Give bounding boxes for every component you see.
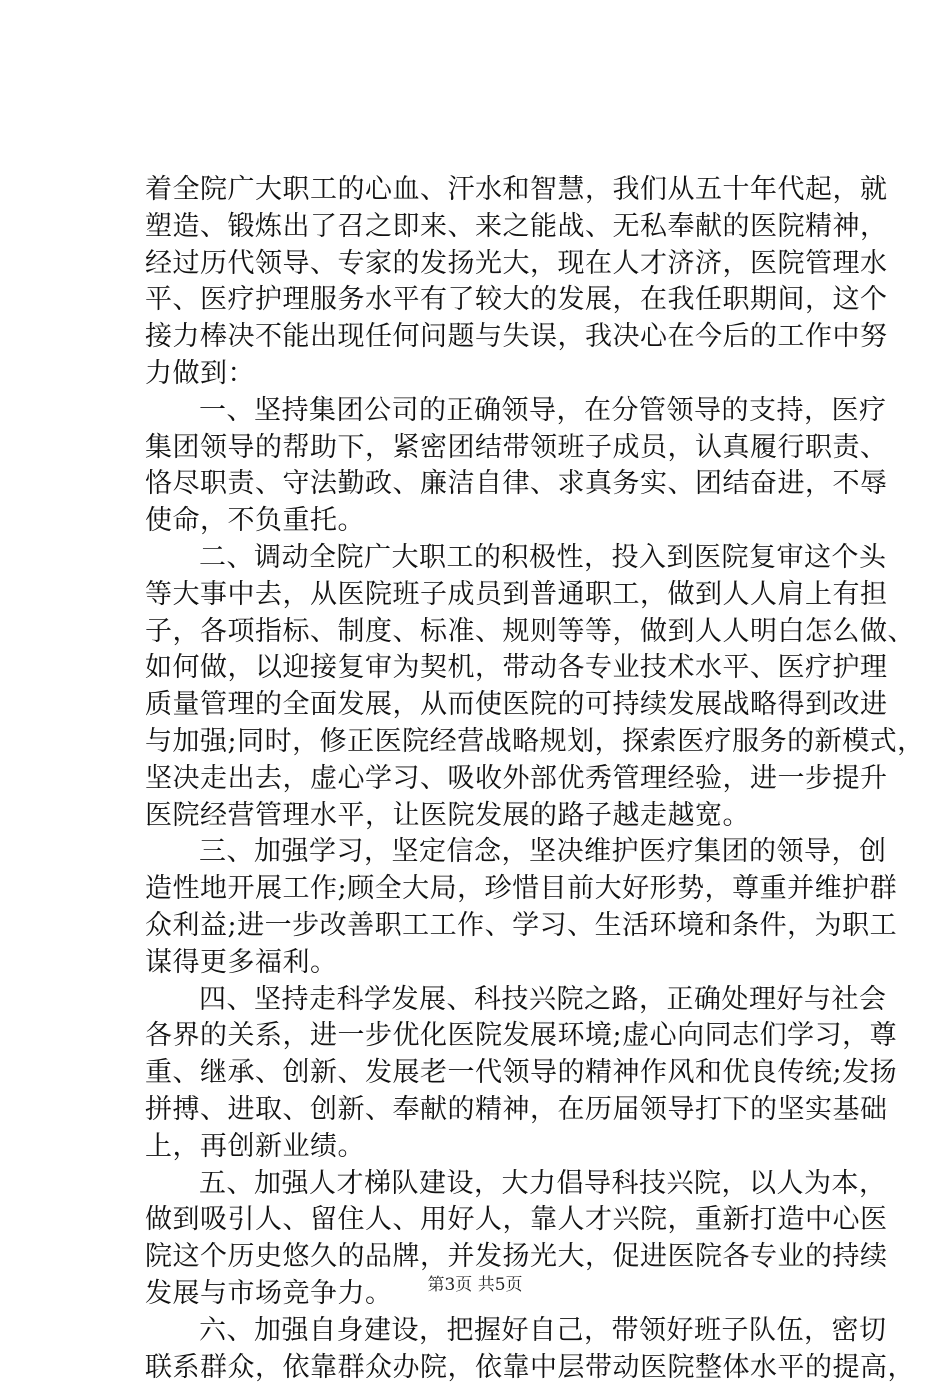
text-line: 接力棒决不能出现任何问题与失误，我决心在今后的工作中努 [145, 319, 835, 356]
text-line: 坚决走出去，虚心学习、吸收外部优秀管理经验，进一步提升 [145, 761, 835, 798]
text-line: 联系群众，依靠群众办院，依靠中层带动医院整体水平的提高， [145, 1350, 835, 1386]
text-line: 力做到： [145, 356, 835, 393]
text-line: 子，各项指标、制度、标准、规则等等，做到人人明白怎么做、 [145, 614, 835, 651]
text-line: 经过历代领导、专家的发扬光大，现在人才济济，医院管理水 [145, 246, 835, 283]
text-line: 谋得更多福利。 [145, 945, 835, 982]
document-body [145, 172, 835, 1386]
text-line: 重、继承、创新、发展老一代领导的精神作风和优良传统;发扬 [145, 1055, 835, 1092]
text-line: 拼搏、进取、创新、奉献的精神，在历届领导打下的坚实基础 [145, 1092, 835, 1129]
text-line: 四、坚持走科学发展、科技兴院之路，正确处理好与社会 [145, 982, 835, 1019]
text-line: 集团领导的帮助下，紧密团结带领班子成员，认真履行职责、 [145, 430, 835, 467]
text-line: 恪尽职责、守法勤政、廉洁自律、求真务实、团结奋进，不辱 [145, 466, 835, 503]
text-line: 质量管理的全面发展，从而使医院的可持续发展战略得到改进 [145, 687, 835, 724]
text-line: 与加强;同时，修正医院经营战略规划，探索医疗服务的新模式， [145, 724, 835, 761]
text-line: 上，再创新业绩。 [145, 1129, 835, 1166]
text-line: 等大事中去，从医院班子成员到普通职工，做到人人肩上有担 [145, 577, 835, 614]
text-line: 二、调动全院广大职工的积极性，投入到医院复审这个头 [145, 540, 835, 577]
text-line: 着全院广大职工的心血、汗水和智慧，我们从五十年代起，就 [145, 172, 835, 209]
text-line: 使命，不负重托。 [145, 503, 835, 540]
text-line: 院这个历史悠久的品牌，并发扬光大，促进医院各专业的持续 [145, 1239, 835, 1276]
text-line: 如何做，以迎接复审为契机，带动各专业技术水平、医疗护理 [145, 650, 835, 687]
text-line: 做到吸引人、留住人、用好人，靠人才兴院，重新打造中心医 [145, 1202, 835, 1239]
text-line: 平、医疗护理服务水平有了较大的发展，在我任职期间，这个 [145, 282, 835, 319]
text-line: 发展与市场竞争力。 [145, 1276, 835, 1313]
text-line: 造性地开展工作;顾全大局，珍惜目前大好形势，尊重并维护群 [145, 871, 835, 908]
page-number-label: 第3页 共5页 [427, 1275, 522, 1295]
text-line: 医院经营管理水平，让医院发展的路子越走越宽。 [145, 798, 835, 835]
text-line: 三、加强学习，坚定信念，坚决维护医疗集团的领导，创 [145, 834, 835, 871]
page-footer [0, 1270, 950, 1295]
text-line: 塑造、锻炼出了召之即来、来之能战、无私奉献的医院精神， [145, 209, 835, 246]
text-line: 五、加强人才梯队建设，大力倡导科技兴院，以人为本， [145, 1166, 835, 1203]
text-line: 一、坚持集团公司的正确领导，在分管领导的支持，医疗 [145, 393, 835, 430]
text-line: 六、加强自身建设，把握好自己，带领好班子队伍，密切 [145, 1313, 835, 1350]
text-line: 众利益;进一步改善职工工作、学习、生活环境和条件，为职工 [145, 908, 835, 945]
text-line: 各界的关系，进一步优化医院发展环境;虚心向同志们学习，尊 [145, 1018, 835, 1055]
